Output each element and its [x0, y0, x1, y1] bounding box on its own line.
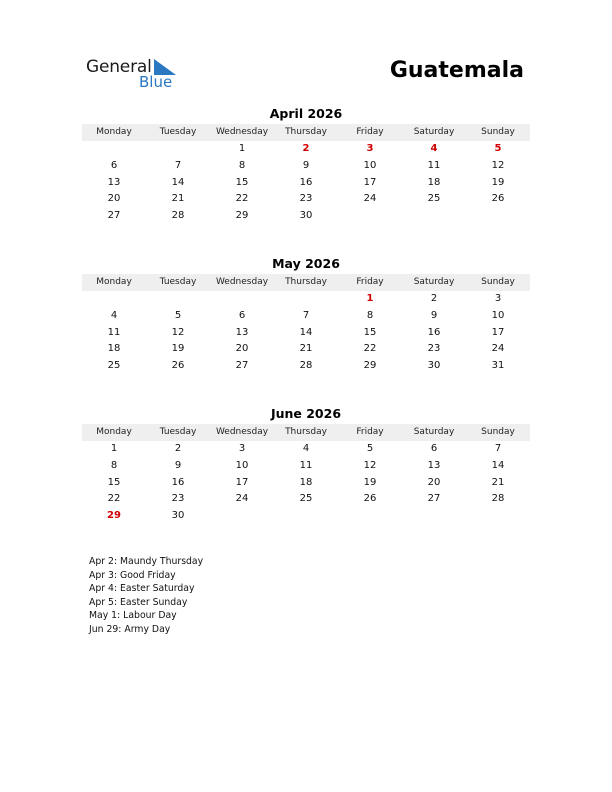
week-row: [82, 341, 530, 358]
empty-day-cell: [338, 208, 402, 225]
weekday-header-thursday: Thursday: [285, 277, 327, 287]
day-cell: 6: [110, 159, 118, 171]
day-cell: 7: [302, 309, 310, 321]
weekday-header-row: [82, 124, 530, 141]
week-row: [82, 358, 530, 375]
weekday-header-friday: Friday: [356, 127, 384, 137]
day-cell: 19: [171, 343, 185, 355]
empty-day-cell: [210, 508, 274, 525]
weekday-header-saturday: Saturday: [413, 427, 455, 437]
empty-day-cell: [402, 208, 466, 225]
day-cell: 8: [366, 309, 374, 321]
day-cell: 6: [430, 443, 438, 454]
day-cell: 15: [107, 476, 121, 488]
day-cell: 5: [366, 443, 374, 454]
day-cell: 14: [491, 459, 505, 471]
day-cell: 16: [427, 326, 441, 338]
holiday-list-item: Apr 5: Easter Sunday: [89, 596, 188, 608]
generalblue-logo: [86, 55, 186, 95]
weekday-header-saturday: Saturday: [413, 277, 455, 287]
week-row: [82, 308, 530, 325]
day-cell: 10: [363, 159, 377, 171]
holiday-list-item: Apr 3: Good Friday: [89, 569, 176, 581]
weekday-header-monday: Monday: [96, 277, 132, 287]
day-cell: 27: [427, 493, 441, 505]
day-cell: 29: [363, 360, 377, 372]
week-row: [82, 458, 530, 475]
empty-day-cell: [274, 508, 338, 525]
week-row: [82, 158, 530, 175]
day-cell: 5: [174, 309, 182, 321]
holiday-list-item: May 1: Labour Day: [89, 610, 177, 621]
day-cell: 12: [363, 459, 377, 471]
day-cell: 21: [491, 476, 505, 488]
holiday-day-cell: 4: [430, 143, 438, 154]
holiday-day-cell: 2: [302, 143, 310, 154]
day-cell: 20: [235, 343, 249, 355]
week-row: [82, 441, 530, 458]
day-cell: 4: [110, 309, 118, 321]
weekday-header-sunday: Sunday: [481, 427, 515, 437]
day-cell: 17: [491, 326, 505, 338]
day-cell: 13: [107, 176, 121, 188]
day-cell: 25: [427, 193, 441, 205]
holiday-day-cell: 5: [494, 143, 502, 154]
weekday-header-wednesday: Wednesday: [215, 277, 269, 287]
day-cell: 25: [299, 493, 313, 505]
empty-day-cell: [210, 291, 274, 308]
week-row: [82, 508, 530, 525]
day-cell: 22: [107, 493, 121, 505]
day-cell: 13: [427, 459, 441, 471]
day-cell: 30: [299, 210, 313, 222]
day-cell: 22: [235, 193, 249, 205]
week-row: [82, 191, 530, 208]
weekday-header-thursday: Thursday: [285, 127, 327, 137]
day-cell: 15: [235, 176, 249, 188]
logo-general-text: General: [86, 57, 152, 77]
day-cell: 11: [299, 459, 313, 471]
day-cell: 11: [107, 326, 121, 338]
day-cell: 30: [171, 510, 185, 522]
day-cell: 16: [299, 176, 313, 188]
day-cell: 21: [299, 343, 313, 355]
day-cell: 14: [299, 326, 313, 338]
day-cell: 23: [299, 193, 313, 205]
day-cell: 24: [235, 493, 249, 505]
weekday-header-tuesday: Tuesday: [159, 277, 197, 287]
holiday-list-item: Jun 29: Army Day: [89, 623, 171, 635]
empty-day-cell: [402, 508, 466, 525]
day-cell: 12: [171, 326, 185, 338]
day-cell: 28: [491, 493, 505, 505]
holiday-list: [89, 555, 203, 636]
logo-blue-text: Blue: [139, 73, 173, 91]
day-cell: 17: [363, 176, 377, 188]
empty-day-cell: [146, 291, 210, 308]
day-cell: 15: [363, 326, 377, 338]
day-cell: 14: [171, 176, 185, 188]
week-row: [82, 141, 530, 158]
month-calendar-june: [82, 406, 530, 525]
month-calendar-may: [82, 256, 530, 375]
day-cell: 25: [107, 360, 121, 372]
month-title: June 2026: [270, 406, 342, 421]
day-cell: 23: [171, 493, 185, 505]
day-cell: 12: [491, 159, 505, 171]
day-cell: 7: [494, 443, 502, 454]
day-cell: 28: [171, 210, 185, 222]
day-cell: 18: [427, 176, 441, 188]
empty-day-cell: [274, 291, 338, 308]
holiday-list-item: Apr 4: Easter Saturday: [89, 583, 195, 594]
day-cell: 2: [174, 443, 182, 454]
empty-day-cell: [82, 141, 146, 158]
holiday-day-cell: 3: [366, 143, 374, 154]
weekday-header-monday: Monday: [96, 427, 132, 437]
day-cell: 22: [363, 343, 377, 355]
weekday-header-tuesday: Tuesday: [159, 127, 197, 137]
week-row: [82, 208, 530, 225]
day-cell: 26: [363, 493, 377, 505]
weekday-header-thursday: Thursday: [285, 427, 327, 437]
month-calendar-april: [82, 106, 530, 225]
week-row: [82, 291, 530, 308]
day-cell: 9: [302, 159, 310, 171]
week-row: [82, 475, 530, 492]
day-cell: 27: [107, 210, 121, 222]
month-title: April 2026: [269, 106, 343, 121]
day-cell: 19: [491, 176, 505, 188]
day-cell: 10: [235, 459, 249, 471]
day-cell: 8: [110, 459, 118, 471]
day-cell: 6: [238, 309, 246, 321]
day-cell: 31: [491, 360, 505, 372]
weekday-header-monday: Monday: [96, 127, 132, 137]
empty-day-cell: [466, 208, 530, 225]
empty-day-cell: [146, 141, 210, 158]
month-title: May 2026: [272, 256, 340, 271]
holiday-day-cell: 29: [107, 510, 121, 522]
day-cell: 24: [363, 193, 377, 205]
weeks-grid: [82, 441, 530, 525]
week-row: [82, 491, 530, 508]
day-cell: 24: [491, 343, 505, 355]
holiday-list-item: Apr 2: Maundy Thursday: [89, 556, 204, 567]
day-cell: 11: [427, 159, 441, 171]
weekday-header-row: [82, 274, 530, 291]
empty-day-cell: [82, 291, 146, 308]
weekday-header-sunday: Sunday: [481, 277, 515, 287]
day-cell: 26: [491, 193, 505, 205]
day-cell: 16: [171, 476, 185, 488]
country-title: Guatemala: [389, 58, 524, 83]
weeks-grid: [82, 291, 530, 375]
weekday-header-tuesday: Tuesday: [159, 427, 197, 437]
day-cell: 4: [302, 443, 310, 454]
day-cell: 9: [174, 459, 182, 471]
day-cell: 18: [299, 476, 313, 488]
holiday-day-cell: 1: [366, 293, 374, 304]
weekday-header-row: [82, 424, 530, 441]
empty-day-cell: [466, 508, 530, 525]
day-cell: 21: [171, 193, 185, 205]
week-row: [82, 175, 530, 192]
weekday-header-wednesday: Wednesday: [215, 427, 269, 437]
day-cell: 8: [238, 159, 246, 171]
day-cell: 27: [235, 360, 249, 372]
day-cell: 3: [238, 443, 246, 454]
day-cell: 20: [427, 476, 441, 488]
day-cell: 1: [238, 143, 246, 154]
weekday-header-wednesday: Wednesday: [215, 127, 269, 137]
day-cell: 30: [427, 360, 441, 372]
day-cell: 13: [235, 326, 249, 338]
empty-day-cell: [338, 508, 402, 525]
day-cell: 1: [110, 443, 118, 454]
weekday-header-friday: Friday: [356, 427, 384, 437]
day-cell: 7: [174, 159, 182, 171]
day-cell: 23: [427, 343, 441, 355]
day-cell: 3: [494, 293, 502, 304]
day-cell: 19: [363, 476, 377, 488]
day-cell: 20: [107, 193, 121, 205]
day-cell: 18: [107, 343, 121, 355]
week-row: [82, 325, 530, 342]
weeks-grid: [82, 141, 530, 225]
day-cell: 9: [430, 309, 438, 321]
day-cell: 2: [430, 293, 438, 304]
day-cell: 28: [299, 360, 313, 372]
day-cell: 10: [491, 309, 505, 321]
day-cell: 17: [235, 476, 249, 488]
weekday-header-friday: Friday: [356, 277, 384, 287]
weekday-header-sunday: Sunday: [481, 127, 515, 137]
weekday-header-saturday: Saturday: [413, 127, 455, 137]
day-cell: 29: [235, 210, 249, 222]
day-cell: 26: [171, 360, 185, 372]
